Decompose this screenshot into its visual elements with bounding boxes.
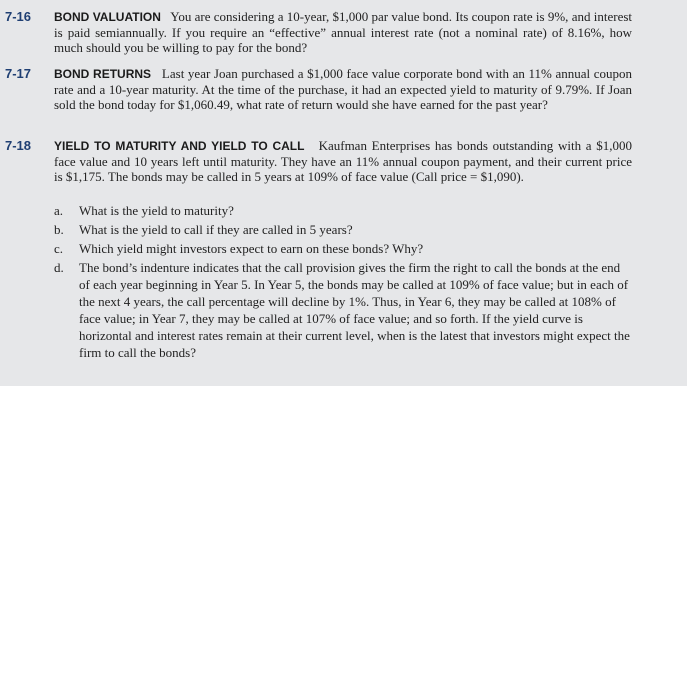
subpart-d: [54, 259, 632, 361]
problem-number: 7-16: [5, 9, 32, 24]
subpart-text: Which yield might investors expect to earn on these bonds? Why?: [79, 241, 424, 256]
subpart-letter: b.: [54, 222, 64, 237]
problem-body: [54, 66, 632, 112]
problem-title: YIELD TO MATURITY AND YIELD TO CALL: [54, 139, 305, 153]
problem-number: 7-18: [5, 138, 32, 153]
subpart-text: What is the yield to call if they are called in 5 years?: [79, 222, 353, 237]
subpart-letter: d.: [54, 260, 64, 275]
problem-body: [54, 138, 632, 184]
subpart-b: [54, 221, 632, 238]
subpart-c: [54, 240, 632, 257]
subpart-letter: c.: [54, 241, 64, 256]
subpart-letter: a.: [54, 203, 64, 218]
subpart-a: [54, 202, 632, 219]
subpart-text: What is the yield to maturity?: [79, 203, 234, 218]
problem-title: BOND RETURNS: [54, 67, 152, 81]
problem-text: Kaufman Enterprises has bonds outstanding with a $1,000 face value and 10 years left until maturity. They have an 11% annual coupon payment, and their current price is $1,175. The bonds may be called in 5 years at 109% of face value (Call price = $1,090).: [54, 138, 632, 184]
problem-title: BOND VALUATION: [54, 10, 161, 24]
problem-number: 7-17: [5, 66, 32, 81]
problem-text: Last year Joan purchased a $1,000 face value corporate bond with an 11% annual coupon rate and a 10-year maturity. At the time of the purchase, it had an expected yield to maturity of 9.79%. If Joan sold the bond today for $1,060.49, what rate of return would she have earned for the past year?: [54, 66, 632, 112]
problem-body: [54, 9, 632, 55]
problem-text: You are considering a 10-year, $1,000 par value bond. Its coupon rate is 9%, and interest is paid semiannually. If you require an “effective” annual interest rate (not a nominal rate) of 8.16%, how much should you be willing to pay for the bond?: [54, 9, 633, 55]
subpart-text: The bond’s indenture indicates that the call provision gives the firm the right to call the bonds at the end of each year beginning in Year 5. In Year 5, the bonds may be called at 109% of face value; but in each of the next 4 years, the call percentage will decline by 1%. Thus, in Year 6, they may be called at 108% of face value; in Year 7, they may be called at 107% of face value; and so forth. If the yield curve is horizontal and interest rates remain at their current level, when is the latest that investors might expect the firm to call the bonds?: [79, 260, 630, 360]
subparts-list: [54, 202, 632, 363]
